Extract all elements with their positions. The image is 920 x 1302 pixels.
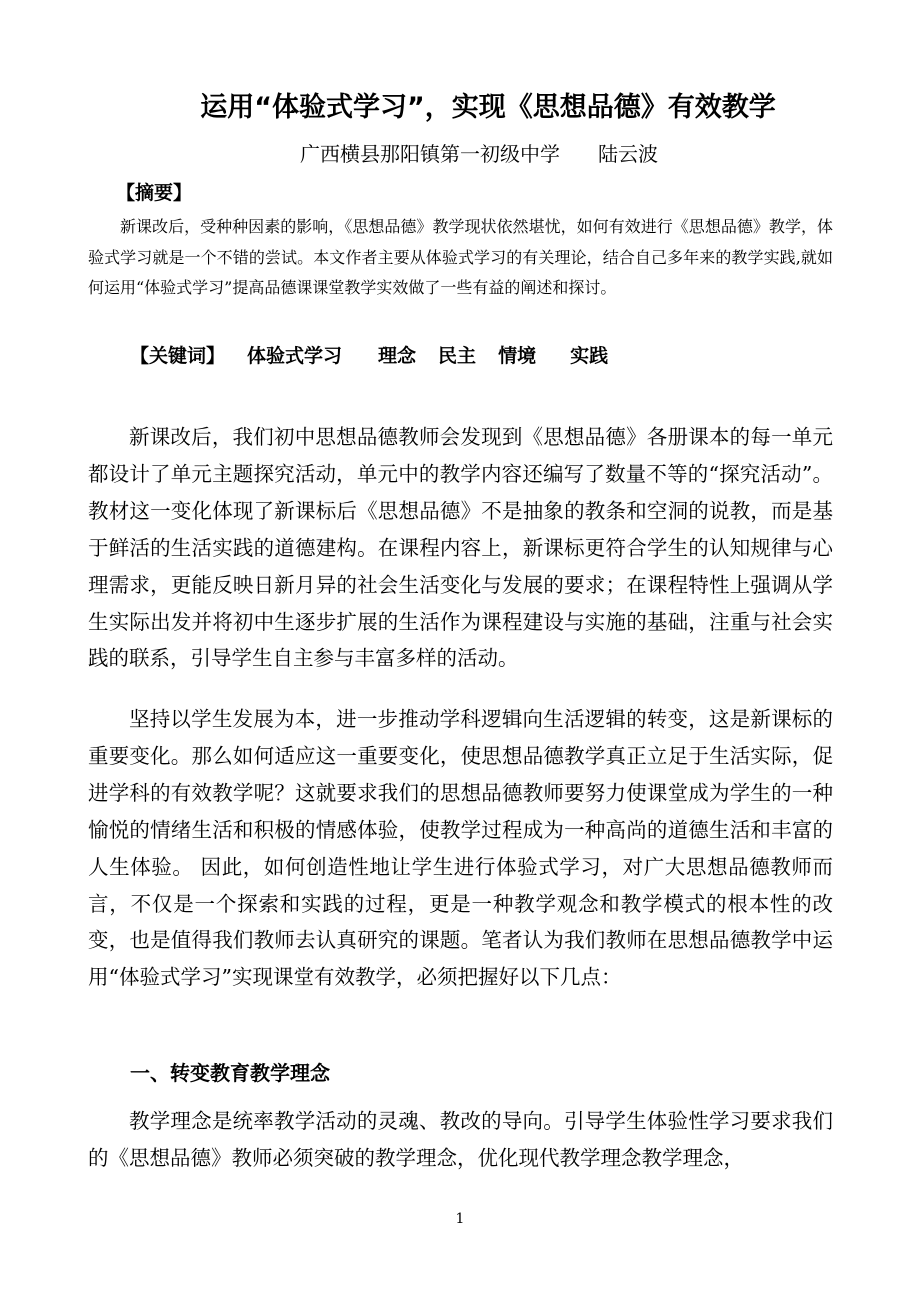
body-paragraph: 坚持以学生发展为本，进一步推动学科逻辑向生活逻辑的转变，这是新课标的重要变化。那么如何适应这一重要变化，使思想品德教学真正立足于生活实际，促进学科的有效教学呢？这就要求我们的思想品德教师要努力使课堂成为学生的一种愉悦的情绪生活和积极的情感体验，使教学过程成为一种高尚的道德生活和丰富的人生体验。 因此，如何创造性地让学生进行体验式学习，对广大思想品德教师而言，不仅是一个探索和实践的过程，更是一种教学观念和教学模式的根本性的改变，也是值得我们教师去认真研究的课题。笔者认为我们教师在思想品德教学中运用“体验式学习”实现课堂有效教学，必须把握好以下几点： (88, 707, 833, 990)
keyword: 情境 (498, 345, 537, 367)
author-name: 陆云波 (598, 142, 658, 166)
author-byline (300, 138, 658, 170)
keyword: 体验式学习 (247, 345, 343, 367)
section-heading: 一、转变教育教学理念 (130, 1061, 330, 1085)
keywords-label: 【关键词】 (130, 345, 226, 367)
keyword: 理念 (378, 345, 417, 367)
keyword: 实践 (570, 345, 609, 367)
page-number: 1 (455, 1211, 465, 1227)
abstract-text: 新课改后，受种种因素的影响，《思想品德》教学现状依然堪忧，如何有效进行《思想品德》教学，体验式学习就是一个不错的尝试。本文作者主要从体验式学习的有关理论，结合自己多年来的教学实践,就如何运用“体验式学习”提高品德课课堂教学实效做了一些有益的阐述和探讨。 (88, 217, 833, 297)
section-paragraph: 教学理念是统率教学活动的灵魂、教改的导向。引导学生体验性学习要求我们的《思想品德》教师必须突破的教学理念，优化现代教学理念教学理念， (88, 1109, 833, 1170)
keyword: 民主 (438, 345, 477, 367)
abstract-heading: 【摘要】 (116, 182, 193, 204)
keywords-line (130, 340, 608, 372)
body-paragraph: 新课改后，我们初中思想品德教师会发现到《思想品德》各册课本的每一单元都设计了单元主题探究活动，单元中的教学内容还编写了数量不等的“探究活动”。教材这一变化体现了新课标后《思想品德》不是抽象的教条和空洞的说教，而是基于鲜活的生活实践的道德建构。在课程内容上，新课标更符合学生的认知规律与心理需求，更能反映日新月异的社会生活变化与发展的要求；在课程特性上强调从学生实际出发并将初中生逐步扩展的生活作为课程建设与实施的基础，注重与社会实践的联系，引导学生自主参与丰富多样的活动。 (88, 425, 833, 671)
school-name: 广西横县那阳镇第一初级中学 (300, 142, 560, 166)
document-title: 运用“体验式学习”，实现《思想品德》有效教学 (200, 92, 776, 123)
